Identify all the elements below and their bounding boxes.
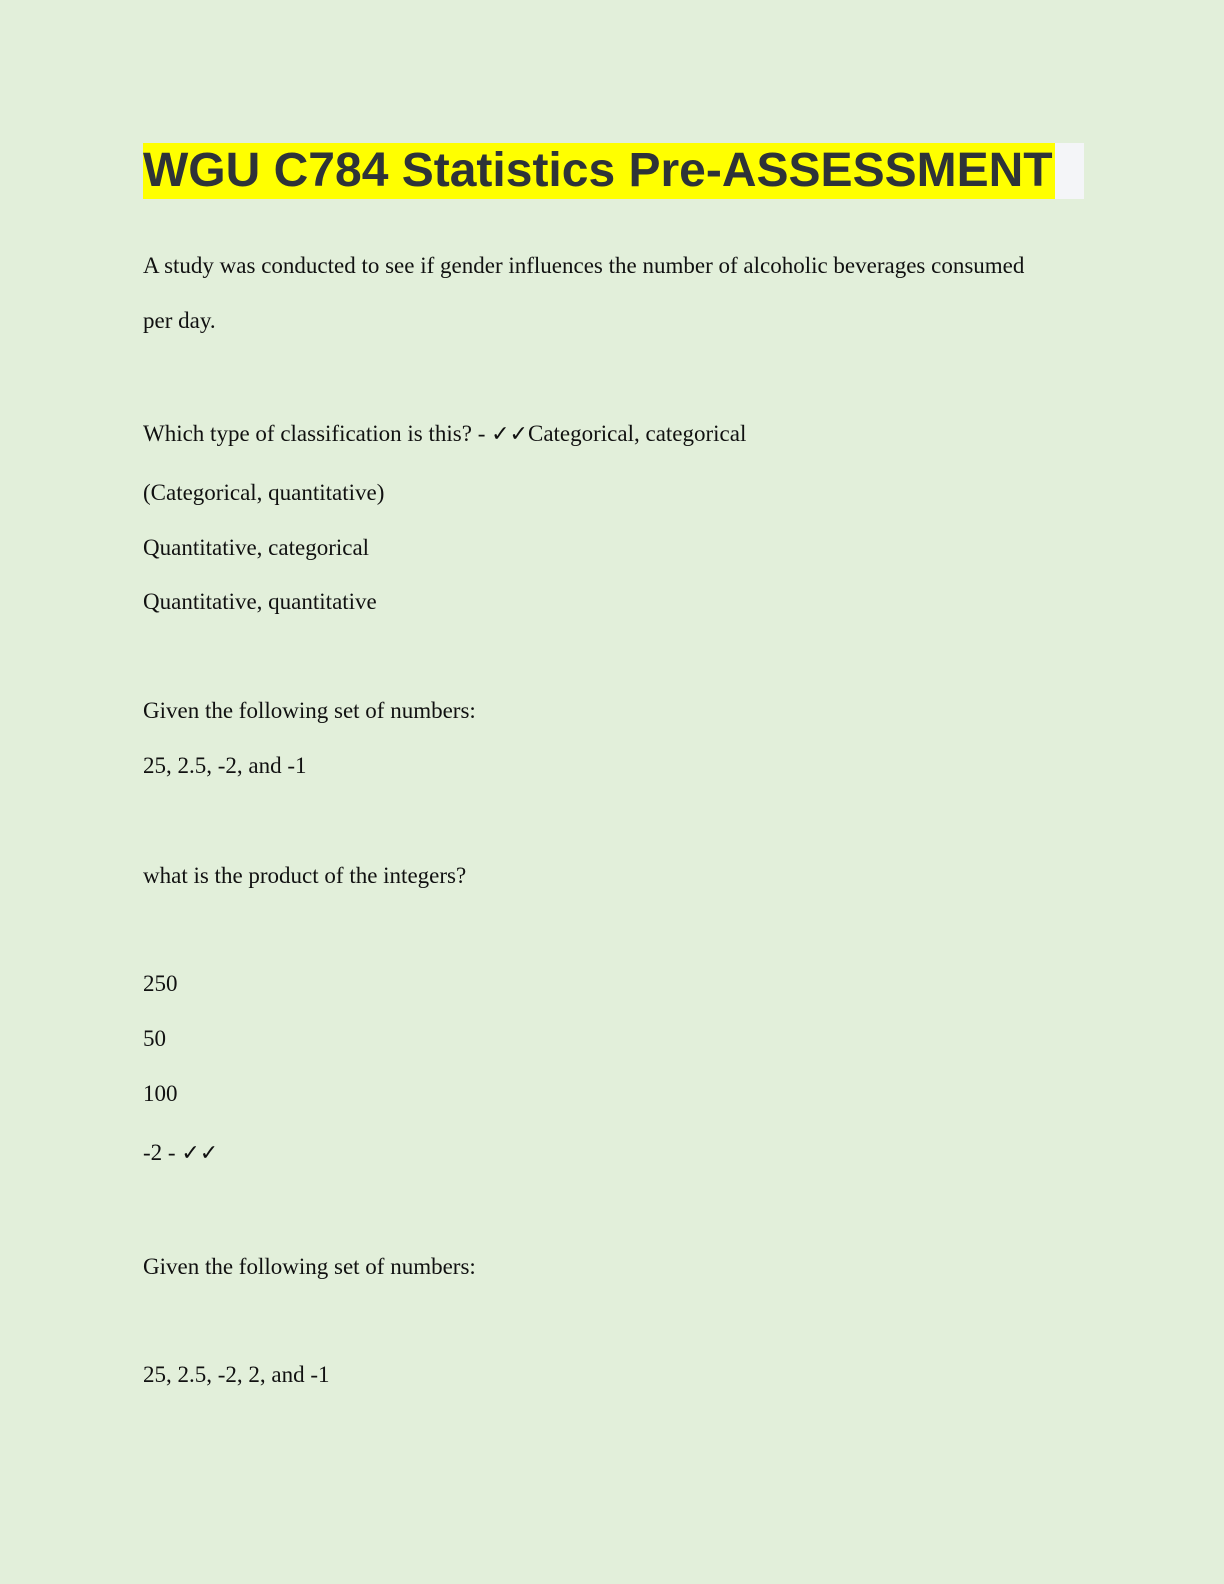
document-title: WGU C784 Statistics Pre-ASSESSMENT (143, 144, 1053, 197)
question-2-answer: -2 - (143, 1140, 182, 1165)
question-1-text-line-2: per day. (143, 308, 216, 333)
title-container (143, 143, 1084, 199)
question-3-numbers: 25, 2.5, -2, 2, and -1 (143, 1362, 330, 1387)
question-2-option: 50 (143, 1026, 166, 1051)
checkmark-icon: ✓✓ (181, 1141, 219, 1166)
question-1-answer: Categorical, categorical (527, 421, 747, 446)
question-1-option: Quantitative, quantitative (143, 589, 377, 614)
question-1-prompt: Which type of classification is this? - (143, 421, 492, 446)
question-1-option: Quantitative, categorical (143, 535, 370, 560)
question-1-prompt-line (143, 420, 746, 449)
question-2-option: 250 (143, 971, 178, 996)
question-1-text-line-1: A study was conducted to see if gender influences the number of alcoholic beverages consumed (143, 253, 1025, 278)
question-2-option: 100 (143, 1081, 178, 1106)
question-1-option: (Categorical, quantitative) (143, 480, 385, 505)
question-2-prompt: what is the product of the integers? (143, 863, 467, 888)
question-2-answer-line (143, 1139, 218, 1168)
question-2-intro: Given the following set of numbers: (143, 698, 476, 723)
question-3-intro: Given the following set of numbers: (143, 1254, 476, 1279)
checkmark-icon: ✓✓ (491, 422, 528, 447)
question-2-numbers: 25, 2.5, -2, and -1 (143, 753, 307, 778)
